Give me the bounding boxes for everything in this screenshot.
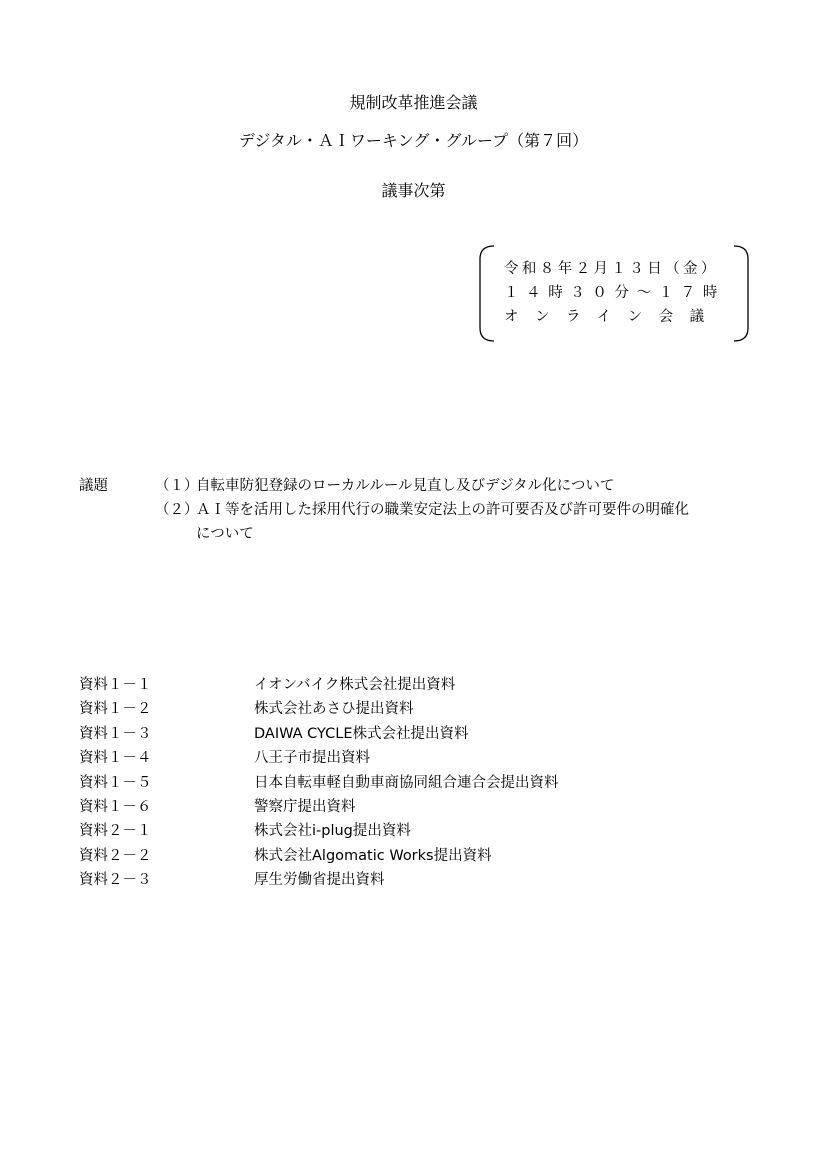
material-id: 資料１－３ bbox=[79, 725, 152, 742]
agenda-item bbox=[155, 474, 614, 498]
material-row bbox=[79, 795, 779, 819]
material-id: 資料１－５ bbox=[79, 774, 152, 791]
meeting-time: １４時３０分～１７時 bbox=[504, 285, 725, 301]
material-title: 厚生労働省提出資料 bbox=[254, 872, 385, 889]
material-title: 警察庁提出資料 bbox=[254, 798, 356, 815]
material-row bbox=[79, 771, 779, 795]
material-row bbox=[79, 868, 779, 892]
material-title: イオンバイク株式会社提出資料 bbox=[254, 677, 456, 693]
material-title: 八王子市提出資料 bbox=[254, 750, 370, 767]
agenda-item-number: （１） bbox=[155, 478, 199, 494]
working-group-title: デジタル・ＡＩワーキング・グループ（第７回） bbox=[238, 131, 589, 150]
agenda-item-number: （２） bbox=[155, 502, 199, 518]
material-row bbox=[79, 722, 779, 746]
material-id: 資料１－２ bbox=[79, 701, 152, 718]
material-row bbox=[79, 819, 779, 843]
agenda-item-text: 自転車防犯登録のローカルルール見直し及びデジタル化について bbox=[196, 478, 615, 494]
materials-list bbox=[79, 673, 779, 893]
document-type-title: 議事次第 bbox=[381, 181, 446, 200]
material-id: 資料１－６ bbox=[79, 798, 152, 815]
material-title: 株式会社あさひ提出資料 bbox=[254, 701, 414, 718]
material-title: 株式会社Algomatic Works提出資料 bbox=[254, 847, 492, 864]
agenda-item-continuation: について bbox=[196, 526, 254, 542]
material-title: 日本自転車軽自動車商協同組合連合会提出資料 bbox=[254, 774, 559, 791]
material-row bbox=[79, 844, 779, 868]
material-row bbox=[79, 697, 779, 721]
material-id: 資料２－１ bbox=[79, 823, 152, 840]
material-row bbox=[79, 746, 779, 770]
material-id: 資料２－２ bbox=[79, 847, 152, 864]
meeting-date: 令和８年２月１３日（金） bbox=[504, 261, 719, 277]
material-id: 資料１－１ bbox=[79, 677, 152, 693]
material-title: DAIWA CYCLE株式会社提出資料 bbox=[254, 725, 469, 742]
material-id: 資料２－３ bbox=[79, 872, 152, 889]
council-name: 規制改革推進会議 bbox=[349, 93, 478, 112]
agenda-item-text: ＡＩ等を活用した採用代行の職業安定法上の許可要否及び許可要件の明確化 bbox=[196, 502, 689, 518]
material-row bbox=[79, 673, 779, 697]
material-id: 資料１－４ bbox=[79, 750, 152, 767]
agenda-label: 議題 bbox=[79, 478, 108, 494]
meeting-venue: オンライン会議 bbox=[504, 309, 721, 325]
agenda-item bbox=[155, 498, 689, 522]
meeting-info-box bbox=[478, 245, 750, 342]
material-title: 株式会社i-plug提出資料 bbox=[254, 823, 411, 840]
